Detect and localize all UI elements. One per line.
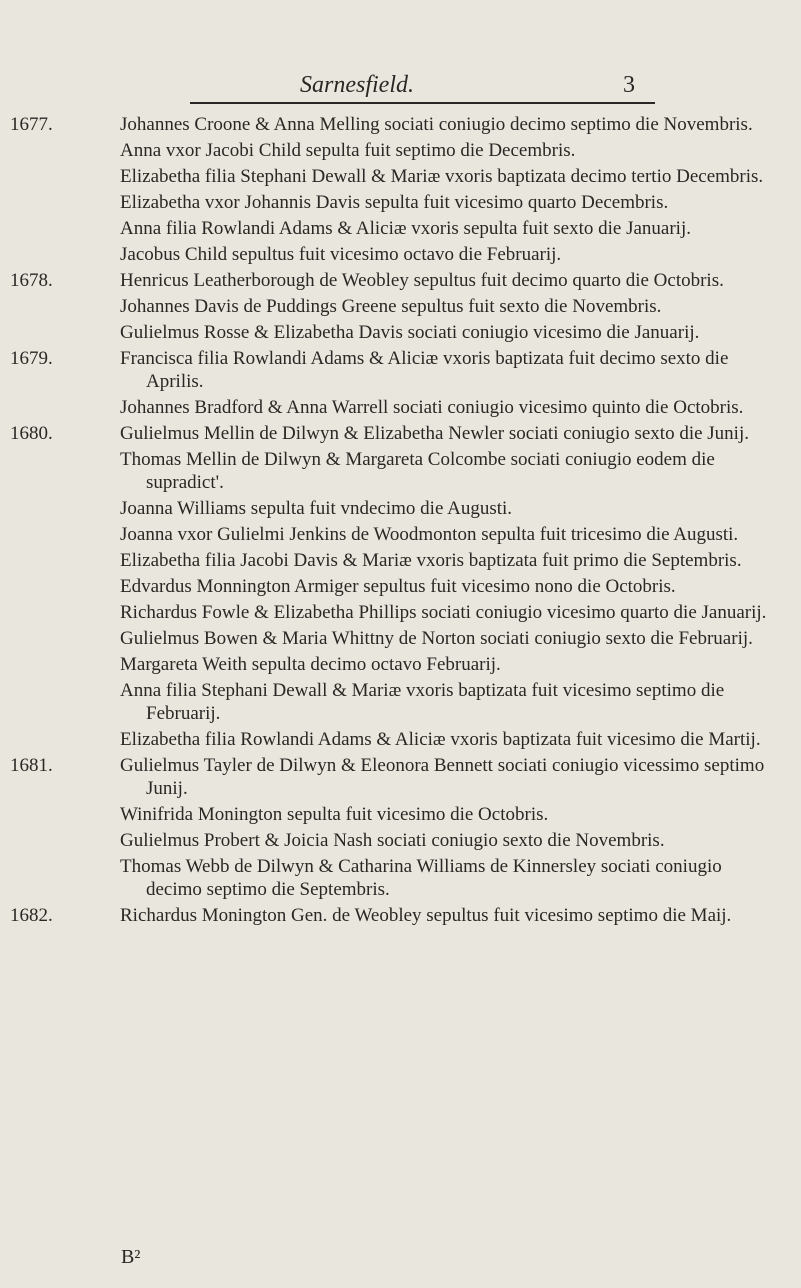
register-entry — [10, 803, 780, 826]
entry-year: 1678. — [10, 270, 53, 291]
register-entry — [10, 165, 780, 188]
register-entry — [10, 139, 780, 162]
register-entry — [10, 904, 780, 927]
entry-text: Gulielmus Bowen & Maria Whittny de Norton sociati coniugio sexto die Februarij. — [120, 628, 753, 649]
register-entry — [10, 754, 780, 800]
entry-text: Winifrida Monington sepulta fuit vicesimo die Octobris. — [120, 804, 549, 825]
entry-text: Edvardus Monnington Armiger sepultus fuit vicesimo nono die Octobris. — [120, 576, 676, 597]
entry-year: 1677. — [10, 114, 53, 135]
entry-text: Francisca filia Rowlandi Adams & Aliciæ vxoris baptizata fuit decimo sexto die Aprilis. — [120, 348, 729, 392]
entry-year: 1680. — [10, 423, 53, 444]
entry-text: Anna vxor Jacobi Child sepulta fuit septimo die Decembris. — [120, 140, 576, 161]
entry-text: Gulielmus Mellin de Dilwyn & Elizabetha Newler sociati coniugio sexto die Junij. — [120, 423, 749, 444]
register-entry — [10, 269, 780, 292]
entry-year: 1681. — [10, 755, 53, 776]
register-entry — [10, 549, 780, 572]
entry-text: Johannes Bradford & Anna Warrell sociati coniugio vicesimo quinto die Octobris. — [120, 397, 744, 418]
register-entry — [10, 113, 780, 136]
entry-text: Thomas Webb de Dilwyn & Catharina Williams de Kinnersley sociati coniugio decimo septimo die Septembris. — [120, 856, 722, 900]
entry-text: Johannes Croone & Anna Melling sociati coniugio decimo septimo die Novembris. — [120, 114, 753, 135]
entry-text: Elizabetha filia Jacobi Davis & Mariæ vxoris baptizata fuit primo die Septembris. — [120, 550, 742, 571]
register-entry — [10, 295, 780, 318]
register-entry — [10, 243, 780, 266]
register-entry — [10, 191, 780, 214]
entry-text: Gulielmus Rosse & Elizabetha Davis sociati coniugio vicesimo die Januarij. — [120, 322, 700, 343]
register-entry — [10, 448, 780, 494]
entry-text: Gulielmus Tayler de Dilwyn & Eleonora Bennett sociati coniugio vicessimo septimo Junij. — [120, 755, 765, 799]
entry-text: Anna filia Stephani Dewall & Mariæ vxoris baptizata fuit vicesimo septimo die Februarij. — [120, 680, 725, 724]
entry-text: Anna filia Rowlandi Adams & Aliciæ vxoris sepulta fuit sexto die Januarij. — [120, 218, 691, 239]
register-entries — [10, 113, 780, 930]
entry-text: Margareta Weith sepulta decimo octavo Februarij. — [120, 654, 501, 675]
entry-text: Johannes Davis de Puddings Greene sepultus fuit sexto die Novembris. — [120, 296, 662, 317]
register-entry — [10, 575, 780, 598]
entry-text: Elizabetha filia Rowlandi Adams & Aliciæ vxoris baptizata fuit vicesimo die Martij. — [120, 729, 761, 750]
register-entry — [10, 829, 780, 852]
register-entry — [10, 523, 780, 546]
page-number: 3 — [623, 72, 635, 98]
entry-year: 1682. — [10, 905, 53, 926]
entry-text: Richardus Fowle & Elizabetha Phillips sociati coniugio vicesimo quarto die Januarij. — [120, 602, 767, 623]
register-entry — [10, 653, 780, 676]
entry-text: Joanna vxor Gulielmi Jenkins de Woodmonton sepulta fuit tricesimo die Augusti. — [120, 524, 739, 545]
register-entry — [10, 679, 780, 725]
signature-mark: B² — [121, 1246, 141, 1268]
register-entry — [10, 497, 780, 520]
entry-text: Thomas Mellin de Dilwyn & Margareta Colcombe sociati coniugio eodem die supradict'. — [120, 449, 715, 493]
register-entry — [10, 217, 780, 240]
page-title: Sarnesfield. — [300, 72, 414, 98]
entry-text: Elizabetha filia Stephani Dewall & Mariæ vxoris baptizata decimo tertio Decembris. — [120, 166, 764, 187]
register-entry — [10, 627, 780, 650]
entry-text: Richardus Monington Gen. de Weobley sepultus fuit vicesimo septimo die Maij. — [120, 905, 732, 926]
running-header — [190, 72, 655, 102]
entry-year: 1679. — [10, 348, 53, 369]
register-entry — [10, 601, 780, 624]
register-entry — [10, 422, 780, 445]
register-entry — [10, 728, 780, 751]
entry-text: Elizabetha vxor Johannis Davis sepulta fuit vicesimo quarto Decembris. — [120, 192, 669, 213]
register-entry — [10, 347, 780, 393]
register-entry — [10, 396, 780, 419]
register-entry — [10, 321, 780, 344]
entry-text: Gulielmus Probert & Joicia Nash sociati coniugio sexto die Novembris. — [120, 830, 665, 851]
entry-text: Joanna Williams sepulta fuit vndecimo die Augusti. — [120, 498, 513, 519]
header-rule — [190, 102, 655, 104]
register-entry — [10, 855, 780, 901]
entry-text: Henricus Leatherborough de Weobley sepultus fuit decimo quarto die Octobris. — [120, 270, 724, 291]
entry-text: Jacobus Child sepultus fuit vicesimo octavo die Februarij. — [120, 244, 562, 265]
